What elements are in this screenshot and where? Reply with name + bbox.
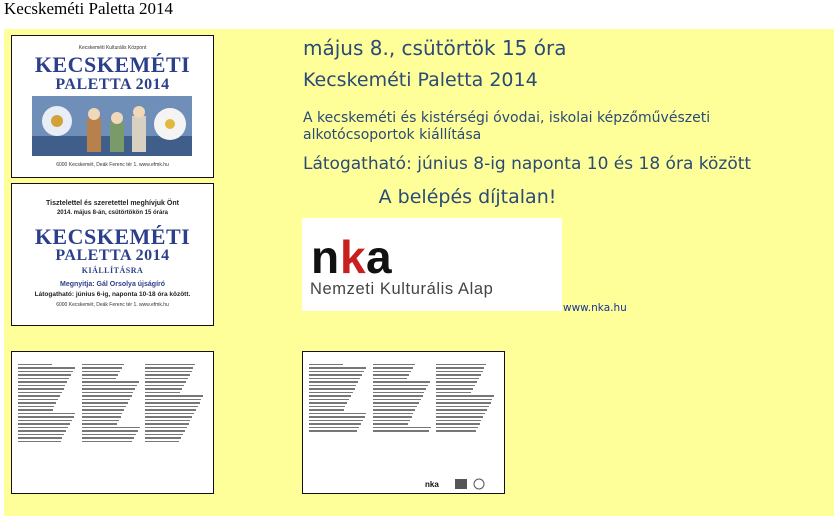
participant-line-placeholder [309,367,366,369]
participant-line-placeholder [145,427,186,429]
participant-line-placeholder [82,371,120,373]
participant-line-placeholder [82,385,138,387]
event-name: Kecskeméti Paletta 2014 [303,69,538,91]
participant-line-placeholder [373,413,414,415]
participant-line-placeholder [436,395,494,397]
participant-line-placeholder [82,430,138,432]
participant-line-placeholder [309,371,364,373]
participant-line-placeholder [18,364,52,366]
participant-line-placeholder [145,423,188,425]
participant-line-placeholder [436,378,479,380]
participant-line-placeholder [82,406,126,408]
event-date: május 8., csütörtök 15 óra [303,36,567,60]
participant-line-placeholder [145,402,199,404]
invitation-title-line1: KECSKEMÉTI [34,224,191,249]
participant-line-placeholder [436,409,487,411]
participant-line-placeholder [145,381,186,383]
participant-line-placeholder [82,434,136,436]
participant-line-placeholder [82,399,130,401]
invitation-visit: Látogatható: június 6-ig, naponta 10-18 óra között. [34,291,191,298]
participant-line-placeholder [18,371,73,373]
free-entry-notice: A belépés díjtalan! [378,186,557,208]
nka-logo[interactable] [302,218,562,311]
invitation-opener: Megnyitja: Gál Orsolya újságíró [59,281,166,288]
participant-line-placeholder [373,430,429,432]
participant-line-placeholder [18,416,74,418]
participant-line-placeholder [18,413,75,415]
participant-line-placeholder [309,430,357,432]
participant-line-placeholder [436,399,492,401]
participant-line-placeholder [18,427,68,429]
participant-column [373,362,435,434]
participant-line-placeholder [436,416,483,418]
participant-line-placeholder [373,399,421,401]
poster-address: 6000 Kecskemét, Deák Ferenc tér 1. www.efmk.hu [56,162,169,168]
participant-line-placeholder [309,409,344,411]
sponsor-logos [425,478,495,490]
nka-website-link[interactable]: www.nka.hu [563,302,627,314]
participant-line-placeholder [82,395,132,397]
event-description: A kecskeméti és kistérségi óvodai, iskolai képzőművészeti alkotócsoportok kiállítása [303,110,711,143]
participant-line-placeholder [436,367,484,369]
participant-line-placeholder [436,406,488,408]
participant-line-placeholder [309,364,343,366]
participant-line-placeholder [373,409,416,411]
participant-line-placeholder [82,374,118,376]
participant-line-placeholder [18,420,72,422]
participant-line-placeholder [373,406,417,408]
participant-line-placeholder [309,423,361,425]
participant-line-placeholder [309,385,356,387]
poster-artwork-image [32,96,192,156]
participant-line-placeholder [309,395,351,397]
nka-logo-a: a [366,231,392,283]
participant-line-placeholder [373,395,423,397]
participant-line-placeholder [373,367,413,369]
participant-line-placeholder [18,388,64,390]
participant-line-placeholder [82,378,117,380]
participant-line-placeholder [373,364,415,366]
participant-line-placeholder [373,385,429,387]
poster-thumbnail-cover[interactable] [11,35,214,178]
participant-line-placeholder [373,381,430,383]
participant-line-placeholder [309,427,359,429]
participant-line-placeholder [18,374,71,376]
participant-line-placeholder [82,409,125,411]
nka-logo-k: k [340,231,366,283]
participant-line-placeholder [18,430,66,432]
participant-line-placeholder [18,392,62,394]
participant-line-placeholder [82,427,140,429]
participant-line-placeholder [309,381,358,383]
invitation-title-line3: KIÁLLÍTÁSRA [81,266,144,275]
participant-line-placeholder [145,416,192,418]
participant-line-placeholder [373,420,410,422]
poster-web: www.efmk.hu [139,162,169,168]
participant-line-placeholder [436,430,475,432]
participant-line-placeholder [145,371,191,373]
participant-line-placeholder [145,420,190,422]
participant-line-placeholder [145,406,197,408]
participant-line-placeholder [436,413,485,415]
participant-line-placeholder [82,392,134,394]
participant-line-placeholder [145,378,188,380]
participant-line-placeholder [82,388,136,390]
participant-line-placeholder [436,374,480,376]
participant-line-placeholder [309,399,349,401]
participant-line-placeholder [373,388,427,390]
nka-logo-n: n [311,231,342,283]
poster-title-line2: PALETTA 2014 [55,76,170,93]
participant-line-placeholder [309,402,347,404]
participant-line-placeholder [373,378,408,380]
participant-line-placeholder [18,402,56,404]
participant-line-placeholder [145,409,196,411]
participant-line-placeholder [82,367,122,369]
participant-line-placeholder [436,423,479,425]
participant-line-placeholder [82,420,119,422]
participant-line-placeholder [436,392,471,394]
participant-line-placeholder [18,441,61,443]
participant-line-placeholder [18,409,53,411]
participant-line-placeholder [436,364,486,366]
participant-line-placeholder [18,378,69,380]
participant-line-placeholder [18,381,67,383]
participant-line-placeholder [309,374,362,376]
participant-line-placeholder [82,423,117,425]
invitation-title-line2: PALETTA 2014 [55,247,170,264]
participant-line-placeholder [436,381,477,383]
participant-line-placeholder [18,395,60,397]
participant-line-placeholder [145,392,180,394]
invitation-address: 6000 Kecskemét, Deák Ferenc tér 1. www.efmk.hu [56,302,169,308]
participant-line-placeholder [145,364,195,366]
participant-line-placeholder [436,385,475,387]
participant-line-placeholder [145,388,182,390]
participant-line-placeholder [373,402,419,404]
participant-line-placeholder [18,385,65,387]
participant-list-page-2[interactable] [302,351,505,494]
participant-line-placeholder [145,385,184,387]
participant-line-placeholder [373,374,409,376]
participant-line-placeholder [145,413,194,415]
participant-line-placeholder [145,399,201,401]
participant-line-placeholder [18,406,54,408]
participant-line-placeholder [82,413,123,415]
participant-line-placeholder [18,434,64,436]
participant-line-placeholder [145,430,184,432]
participant-line-placeholder [373,392,425,394]
participant-line-placeholder [82,441,133,443]
participant-line-placeholder [436,427,477,429]
participant-line-placeholder [145,441,179,443]
participant-line-placeholder [309,413,366,415]
participant-line-placeholder [18,437,62,439]
invitation-line1: Tisztelettel és szeretettel meghívjuk Önt [46,200,179,207]
nka-logo-text: Nemzeti Kulturális Alap [310,280,494,298]
participant-line-placeholder [145,437,181,439]
participant-line-placeholder [309,406,345,408]
participant-line-placeholder [309,388,355,390]
event-opening-hours: Látogatható: június 8-ig naponta 10 és 18 óra között [303,154,752,174]
participant-line-placeholder [18,423,70,425]
svg-text:nka: nka [425,480,439,489]
participant-column [18,362,80,444]
participant-line-placeholder [373,427,431,429]
participant-column [82,362,144,444]
participant-line-placeholder [436,420,481,422]
page-title: Kecskeméti Paletta 2014 [4,0,174,18]
participant-line-placeholder [309,392,353,394]
participant-line-placeholder [82,381,139,383]
participant-line-placeholder [82,402,128,404]
participant-line-placeholder [436,388,473,390]
participant-line-placeholder [309,420,363,422]
participant-line-placeholder [82,416,121,418]
poster-title-line1: KECSKEMÉTI [34,52,191,77]
participant-line-placeholder [145,434,183,436]
poster-org: Kecskeméti Kulturális Központ [78,45,147,51]
participant-line-placeholder [309,416,365,418]
participant-line-placeholder [18,399,58,401]
participant-list-page-1[interactable] [11,351,214,494]
participant-column [309,362,371,434]
participant-column [436,362,498,434]
participant-line-placeholder [145,395,203,397]
participant-line-placeholder [373,423,408,425]
participant-line-placeholder [373,371,411,373]
participant-line-placeholder [373,416,412,418]
participant-line-placeholder [82,437,134,439]
participant-line-placeholder [309,378,360,380]
participant-line-placeholder [436,371,482,373]
participant-line-placeholder [18,367,75,369]
participant-line-placeholder [145,367,193,369]
participant-line-placeholder [145,374,189,376]
participant-line-placeholder [436,402,490,404]
invitation-line2: 2014. május 8-án, csütörtökön 15 órára [56,210,169,216]
participant-column [145,362,207,444]
participant-line-placeholder [82,364,124,366]
